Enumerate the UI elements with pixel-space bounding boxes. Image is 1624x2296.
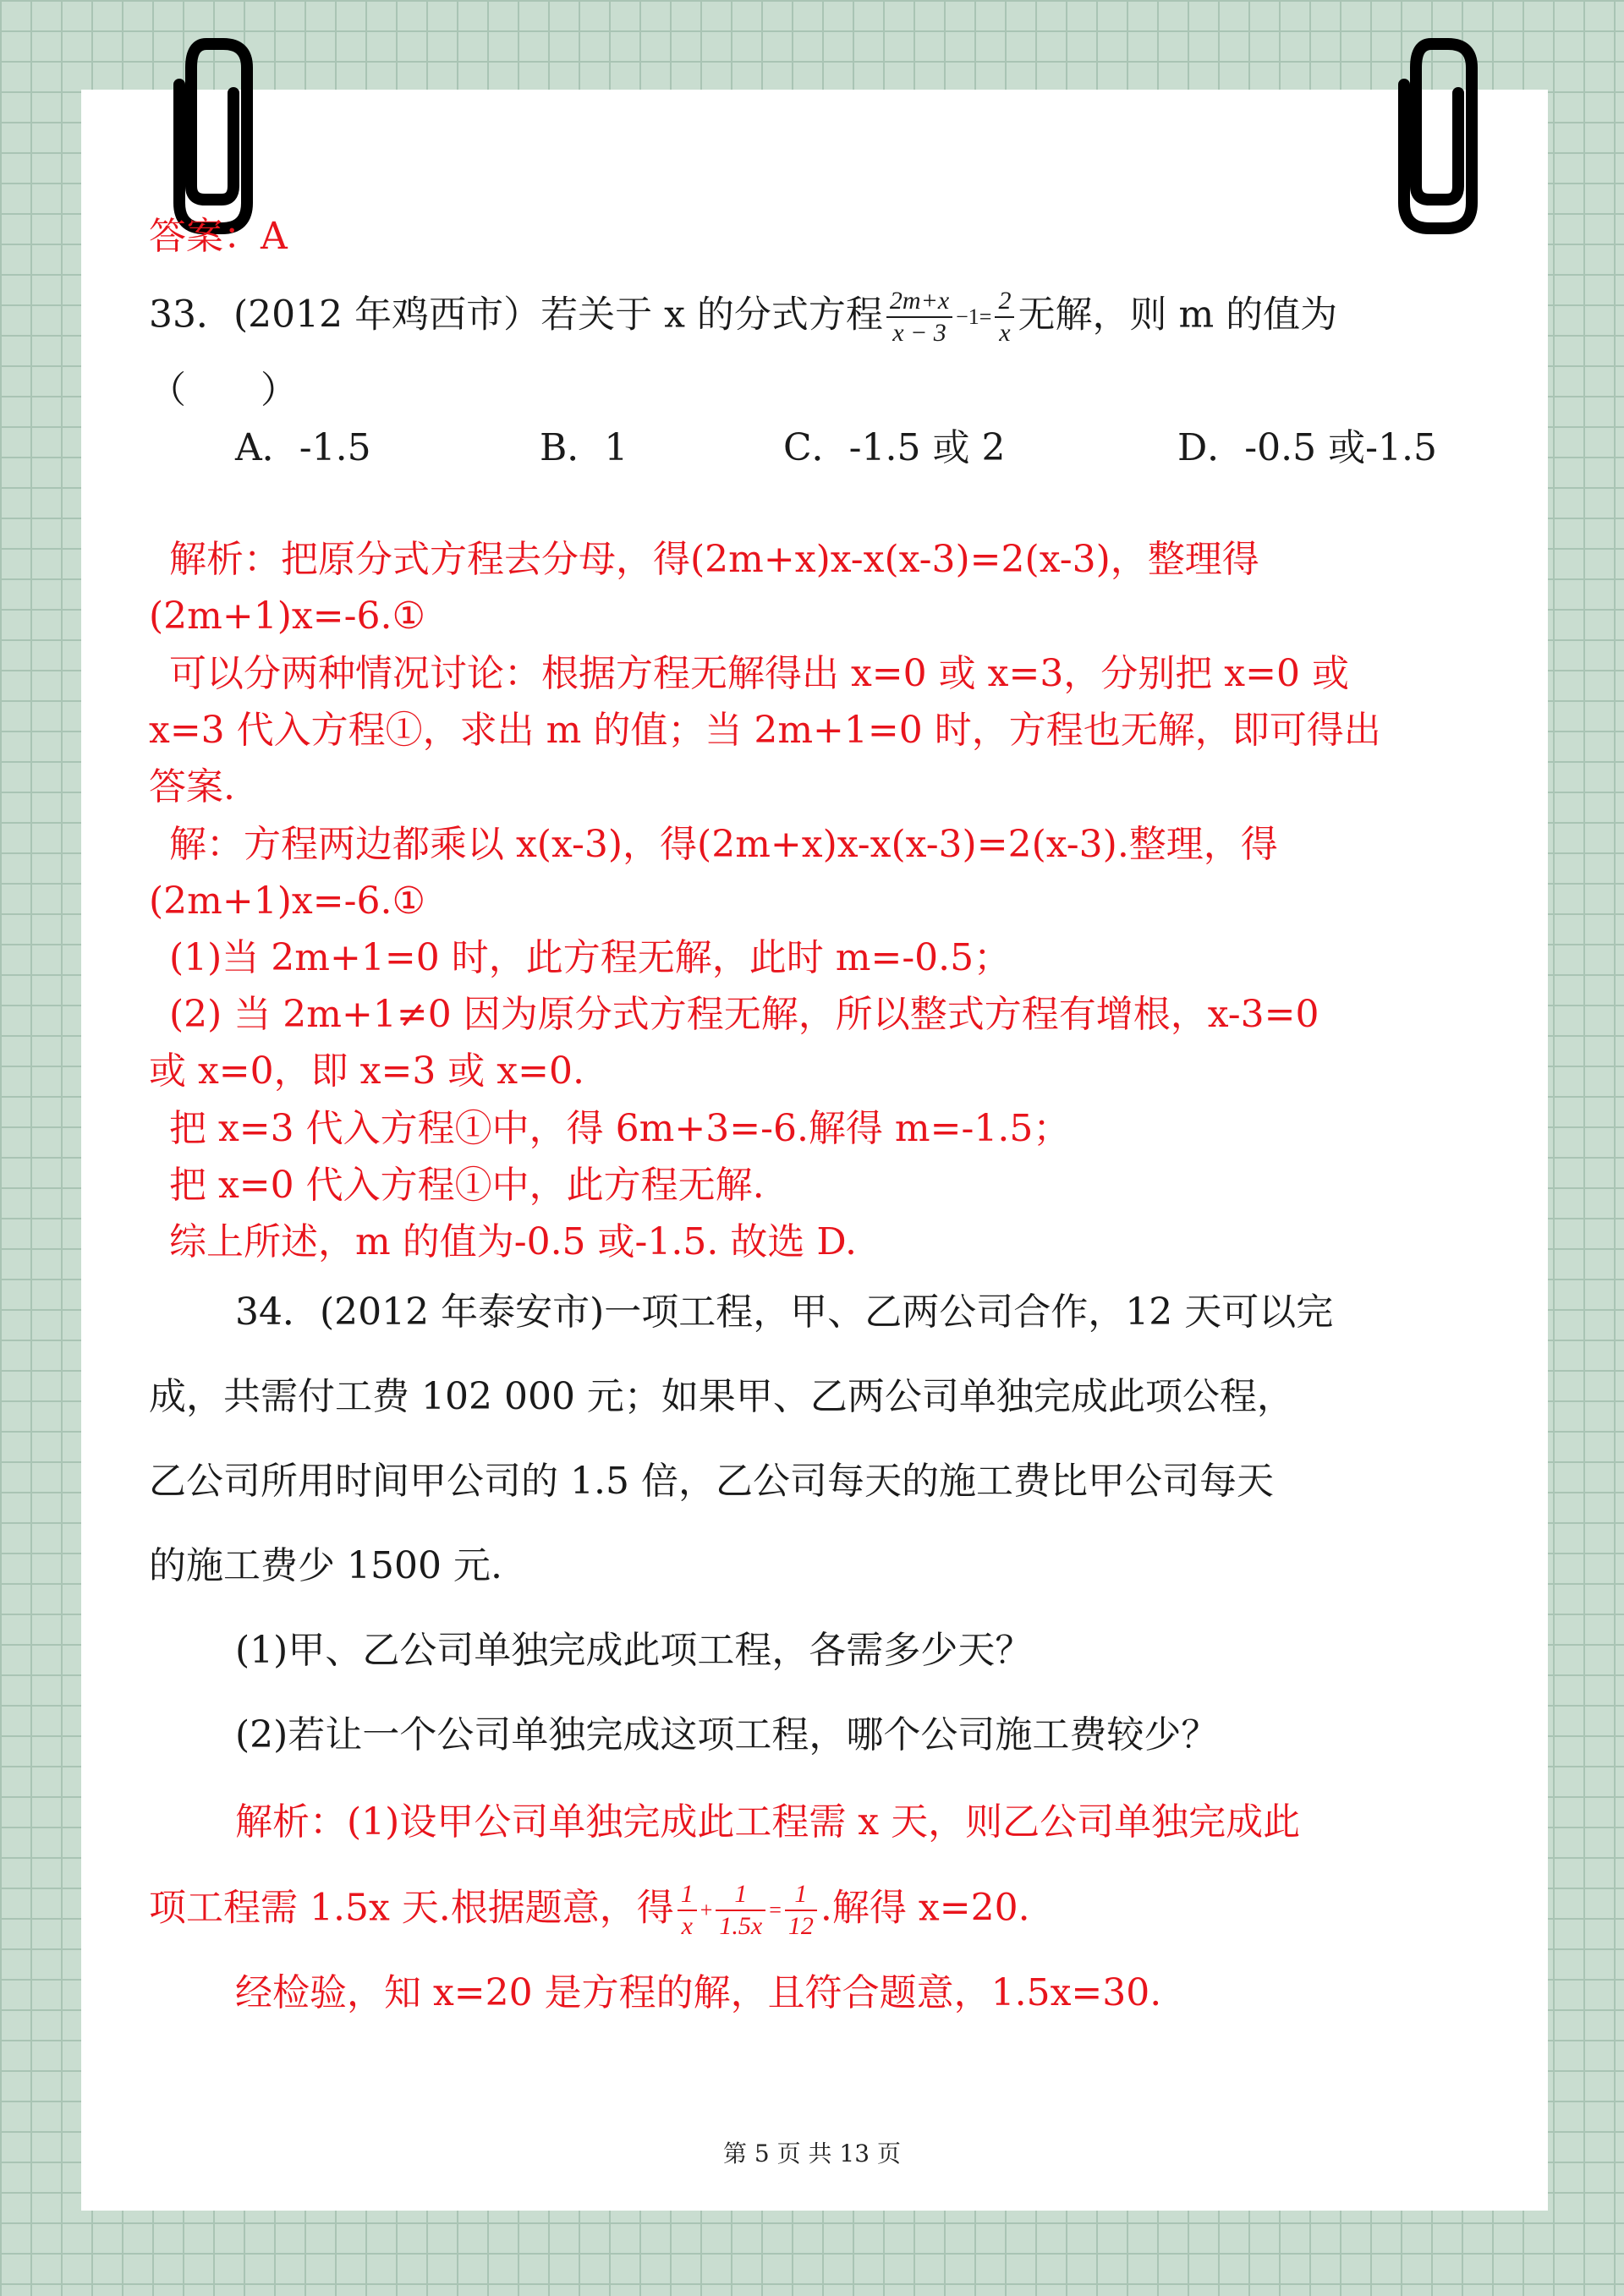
q33-option-d: D．-0.5 或-1.5 (1177, 426, 1437, 469)
sol34-f1-den: x (681, 1912, 693, 1940)
q34-subq-2: (2)若让一个公司单独完成这项工程，哪个公司施工费较少？ (235, 1713, 1219, 1756)
q33-option-b: B．1 (540, 426, 628, 469)
sol34-fraction-1 (678, 1879, 697, 1942)
q33-paren: （ ） (149, 369, 298, 412)
sol34-f3-den: 12 (787, 1912, 814, 1940)
q34-line-3: 乙公司所用时间甲公司的 1.5 倍，乙公司每天的施工费比甲公司每天 (149, 1460, 1274, 1503)
q33-stem-b: 无解，则 m 的值为 (1018, 293, 1338, 337)
q34-line-4: 的施工费少 1500 元. (149, 1544, 502, 1587)
sol34-plus: + (700, 1898, 713, 1922)
sol34-eq: = (769, 1898, 782, 1922)
sol34-f2-den: 1.5x (719, 1912, 763, 1940)
q34-subq-1: (1)甲、乙公司单独完成此项工程，各需多少天？ (235, 1629, 1033, 1672)
sol34-line-2b: .解得 x=20. (820, 1886, 1030, 1930)
q33-fraction-1 (886, 286, 952, 348)
q33-option-a: A．-1.5 (235, 426, 371, 469)
sol34-line-2a: 项工程需 1.5x 天.根据题意，得 (149, 1886, 674, 1930)
q34-line-2: 成，共需付工费 102 000 元；如果甲、乙两公司单独完成此项公程， (149, 1375, 1294, 1418)
sol33-line-12: 把 x=0 代入方程①中，此方程无解. (169, 1164, 765, 1207)
q33-frac2-num: 2 (995, 286, 1014, 318)
paperclip-left-icon (154, 34, 272, 237)
previous-answer: 答案：A (149, 215, 288, 258)
q33-minus-one: −1= (956, 304, 992, 329)
q34-line-1: 34．(2012 年泰安市)一项工程，甲、乙两公司合作，12 天可以完 (235, 1290, 1334, 1334)
sol34-f3-num: 1 (785, 1879, 817, 1911)
sol33-line-2: (2m+1)x=-6.① (149, 595, 425, 638)
sol33-line-4: x=3 代入方程①，求出 m 的值；当 2m+1=0 时，方程也无解，即可得出 (149, 709, 1381, 752)
sol34-f2-num: 1 (716, 1879, 765, 1911)
sol33-line-1: 解析：把原分式方程去分母，得(2m+x)x-x(x-3)=2(x-3)，整理得 (169, 538, 1259, 581)
sol33-line-8: (1)当 2m+1=0 时，此方程无解，此时 m=-0.5； (169, 936, 1012, 979)
q33-frac2-den: x (999, 319, 1011, 347)
sol34-fraction-3 (785, 1879, 817, 1942)
q33-stem-a: 33．(2012 年鸡西市）若关于 x 的分式方程 (149, 293, 883, 337)
sol33-line-6: 解：方程两边都乘以 x(x-3)，得(2m+x)x-x(x-3)=2(x-3).整理，得 (169, 823, 1278, 866)
sol33-line-3: 可以分两种情况讨论：根据方程无解得出 x=0 或 x=3，分别把 x=0 或 (169, 652, 1349, 695)
sol33-line-10: 或 x=0，即 x=3 或 x=0. (149, 1049, 584, 1093)
q33-frac1-den: x − 3 (892, 319, 946, 347)
sol34-f1-num: 1 (678, 1879, 697, 1911)
sol33-line-13: 综上所述，m 的值为-0.5 或-1.5. 故选 D. (169, 1220, 858, 1263)
sol33-line-11: 把 x=3 代入方程①中，得 6m+3=-6.解得 m=-1.5； (169, 1107, 1071, 1150)
sol33-line-7: (2m+1)x=-6.① (149, 879, 425, 923)
sol33-line-9: (2) 当 2m+1≠0 因为原分式方程无解，所以整式方程有增根，x-3=0 (169, 993, 1320, 1036)
sol34-fraction-2 (716, 1879, 765, 1942)
q33-fraction-2 (995, 286, 1014, 348)
sol34-line-3: 经检验，知 x=20 是方程的解，且符合题意，1.5x=30. (235, 1971, 1162, 2014)
sol33-line-5: 答案. (149, 765, 235, 808)
sol34-line-1: 解析：(1)设甲公司单独完成此工程需 x 天，则乙公司单独完成此 (235, 1800, 1301, 1844)
q33-frac1-num: 2m+x (886, 286, 952, 318)
paperclip-right-icon (1379, 34, 1497, 237)
q33-stem (149, 286, 1337, 348)
q33-option-c: C．-1.5 或 2 (783, 426, 1006, 469)
page-footer: 第 5 页 共 13 页 (723, 2140, 901, 2167)
sol34-line-2 (149, 1879, 1030, 1942)
